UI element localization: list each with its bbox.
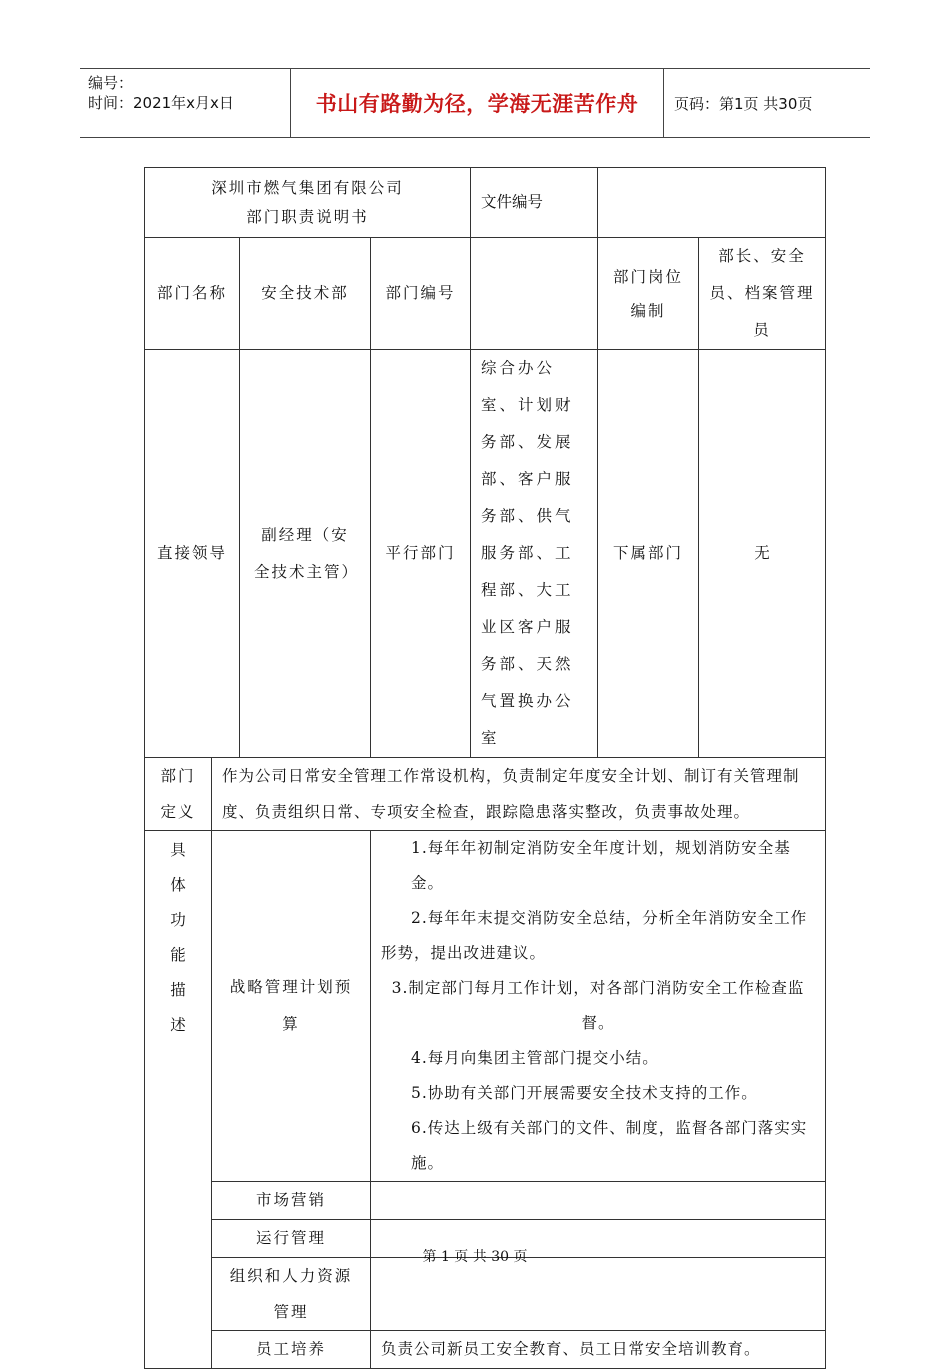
table-row	[145, 168, 826, 238]
company-title-cell	[145, 168, 471, 238]
func-label: 具体功能描述	[145, 831, 212, 1369]
training-label: 员工培养	[212, 1331, 371, 1369]
leader-value: 副经理（安全技术主管）	[240, 350, 371, 758]
dept-code-value	[471, 238, 598, 350]
responsibility-table	[144, 167, 826, 1369]
def-value: 作为公司日常安全管理工作常设机构，负责制定年度安全计划、制订有关管理制度、负责组织日常、专项安全检查，跟踪隐患落实整改，负责事故处理。	[212, 758, 826, 831]
sub-value: 无	[699, 350, 826, 758]
list-item: 5.协助有关部门开展需要安全技术支持的工作。	[411, 1084, 758, 1102]
dept-code-label: 部门编号	[371, 238, 471, 350]
page-footer: 第 1 页 共 30 页	[422, 1249, 528, 1265]
leader-label: 直接领导	[145, 350, 240, 758]
company-name: 深圳市燃气集团有限公司	[211, 178, 404, 197]
header-page-info: 页码：第1页 共30页	[674, 94, 813, 113]
serial-label: 编号：	[88, 74, 134, 92]
list-item: 6.传达上级有关部门的文件、制度，监督各部门落实实施。	[411, 1119, 808, 1172]
table-row	[145, 238, 826, 350]
table-row	[145, 758, 826, 831]
header-meta	[80, 69, 291, 137]
ops-label: 运行管理	[212, 1220, 371, 1258]
list-item: 2.每年年末提交消防安全总结，分析全年消防安全工作形势，提出改进建议。	[381, 909, 808, 962]
doc-title: 部门职责说明书	[246, 207, 369, 226]
table-row	[145, 831, 826, 1182]
table-row	[145, 1331, 826, 1369]
file-no-label: 文件编号	[471, 168, 598, 238]
market-label: 市场营销	[212, 1182, 371, 1220]
post-value: 部长、安全员、档案管理员	[699, 238, 826, 350]
table-row	[145, 1258, 826, 1331]
list-item: 1.每年年初制定消防安全年度计划，规划消防安全基金。	[411, 839, 791, 892]
post-label: 部门岗位编制	[598, 238, 699, 350]
hr-value	[371, 1258, 826, 1331]
header-motto: 书山有路勤为径，学海无涯苦作舟	[291, 69, 664, 137]
strategy-label: 战略管理计划预算	[212, 831, 371, 1182]
dept-name-label: 部门名称	[145, 238, 240, 350]
table-row	[145, 1182, 826, 1220]
parallel-value: 综合办公室、计划财务部、发展部、客户服务部、供气服务部、工程部、大工业区客户服务部、天然气置换办公室	[471, 350, 598, 758]
def-label: 部门定义	[145, 758, 212, 831]
page-header	[80, 68, 870, 138]
list-item: 4.每月向集团主管部门提交小结。	[411, 1049, 659, 1067]
strategy-list	[371, 831, 826, 1182]
dept-name-value: 安全技术部	[240, 238, 371, 350]
sub-label: 下属部门	[598, 350, 699, 758]
list-item: 3.制定部门每月工作计划，对各部门消防安全工作检查监督。	[391, 979, 805, 1032]
hr-label: 组织和人力资源管理	[212, 1258, 371, 1331]
training-value: 负责公司新员工安全教育、员工日常安全培训教育。	[371, 1331, 826, 1369]
parallel-label: 平行部门	[371, 350, 471, 758]
table-row	[145, 350, 826, 758]
market-value	[371, 1182, 826, 1220]
file-no-value	[598, 168, 826, 238]
time-label: 时间：2021年x月x日	[88, 94, 234, 112]
